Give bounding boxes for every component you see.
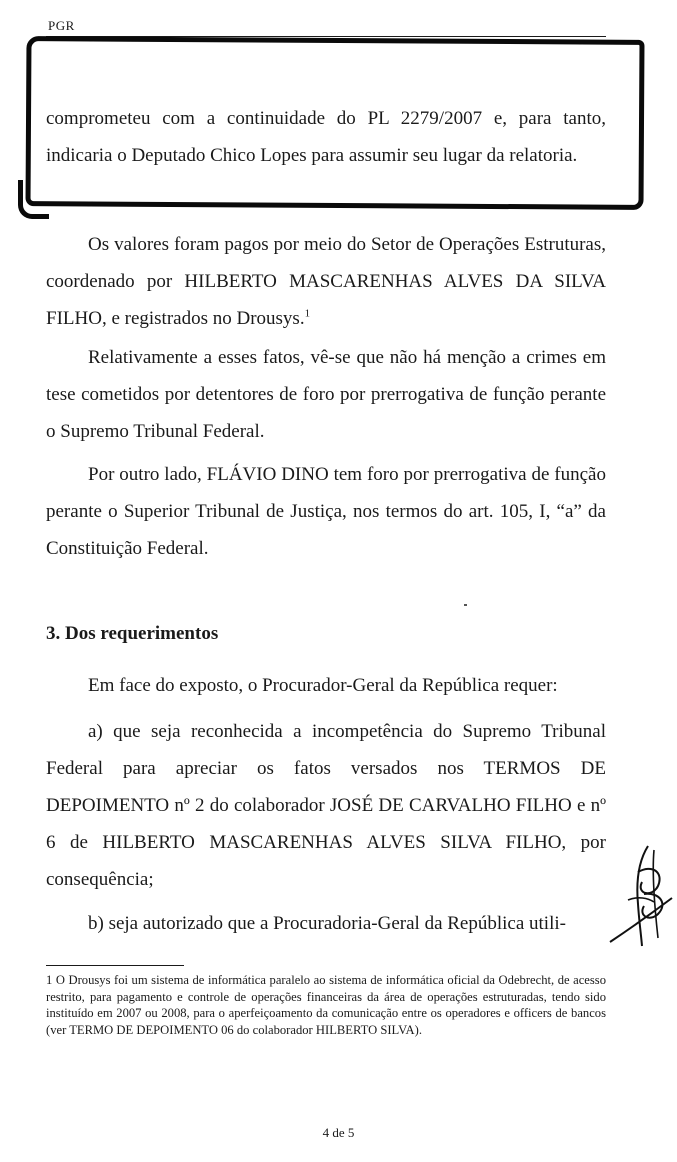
marker-hook-stroke [18, 180, 49, 219]
paragraph-relativamente: Relativamente a esses fatos, vê-se que não há menção a crimes em tese cometidos por detentores de foro por prerrogativa de função perante o Supremo Tribunal Federal. [46, 347, 606, 442]
paragraph-item-a: a) que seja reconhecida a incompetência do Supremo Tribunal Federal para apreciar os fatos versados nos TERMOS DE DEPOIMENTO nº 2 do colaborador JOSÉ DE CARVALHO FILHO e nº 6 de HILBERTO MASCARENHAS ALVES SILVA FILHO, por consequência; [46, 721, 606, 890]
paragraph-valores [46, 226, 606, 337]
footnote-text: 1 O Drousys foi um sistema de informática paralelo ao sistema de informática oficial da Odebrecht, de acesso restrito, para pagamento e controle de operações financeiras da área de operações estruturadas, tendo sido instituído em 2007 ou 2008, para o aperfeiçoamento da comunicação entre os operadores e officers de bancos (ver TERMO DE DEPOIMENTO 06 do colaborador HILBERTO SILVA). [46, 973, 606, 1037]
header-label: PGR [48, 18, 75, 33]
paragraph-relatoria: comprometeu com a continuidade do PL 2279/2007 e, para tanto, indicaria o Deputado Chico Lopes para assumir seu lugar da relatoria. [46, 108, 606, 166]
paragraph-item-b: b) seja autorizado que a Procuradoria-Geral da República utili- [88, 913, 566, 934]
handwritten-signature [608, 842, 674, 952]
paragraph-requer: Em face do exposto, o Procurador-Geral da República requer: [88, 675, 558, 696]
stray-mark [464, 604, 467, 606]
paragraph-valores-text: Os valores foram pagos por meio do Setor de Operações Estruturas, coordenado por HILBERTO MASCARENHAS ALVES DA SILVA FILHO, e registrados no Drousys. [46, 234, 606, 329]
paragraph-flavio-dino: Por outro lado, FLÁVIO DINO tem foro por prerrogativa de função perante o Superior Tribunal de Justiça, nos termos do art. 105, I, “a” da Constituição Federal. [46, 464, 606, 559]
footnote-ref: 1 [304, 307, 311, 320]
section-heading: 3. Dos requerimentos [46, 623, 219, 644]
footnote-rule [46, 965, 184, 966]
page-number: 4 de 5 [322, 1125, 355, 1140]
